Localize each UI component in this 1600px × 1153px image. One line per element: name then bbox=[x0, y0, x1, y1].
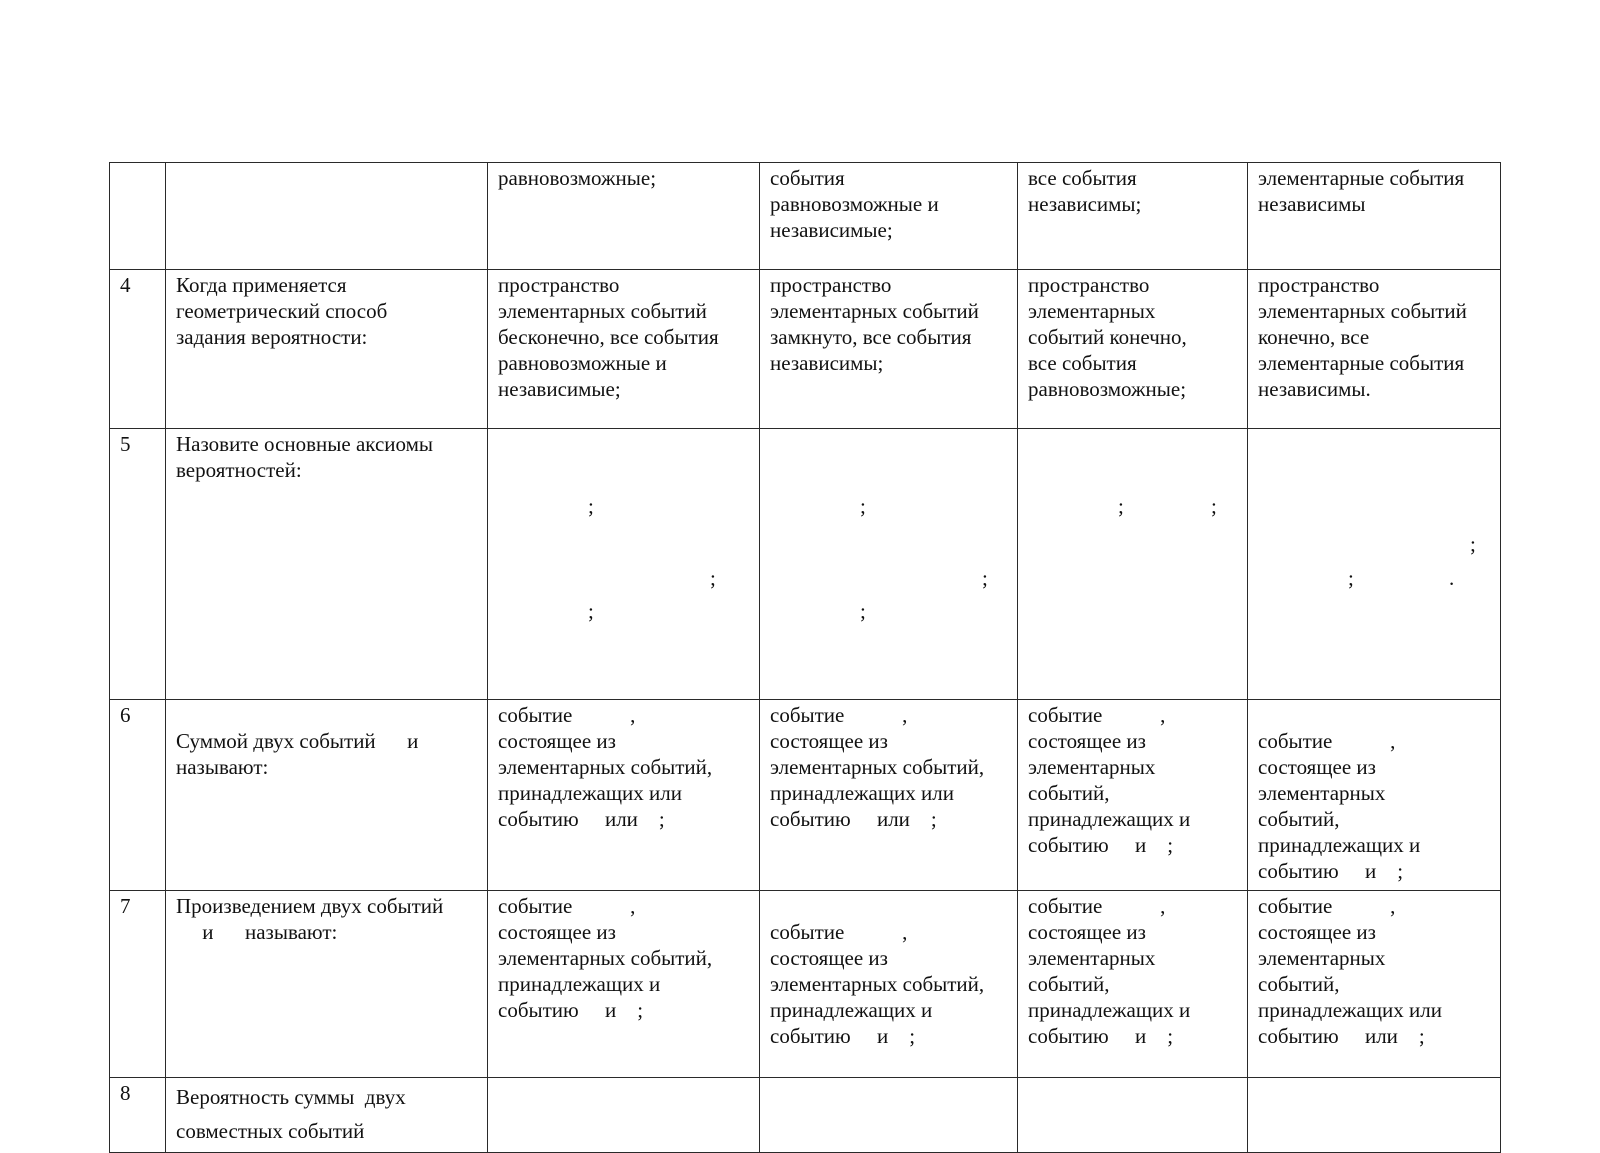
question-text: Когда применяется геометрический способ задания вероятности: bbox=[166, 270, 488, 429]
axiom-punct: . bbox=[1449, 566, 1455, 590]
axiom-punct: ; bbox=[1118, 494, 1124, 518]
question-number: 6 bbox=[110, 700, 166, 891]
answer-option-c: пространство элементарных событий конечно, все события равновозможные; bbox=[1018, 270, 1248, 429]
question-text: Назовите основные аксиомы вероятностей: bbox=[166, 429, 488, 700]
axiom-punct: ; bbox=[588, 494, 594, 518]
axiom-punct: ; bbox=[860, 599, 866, 623]
question-text: Суммой двух событий и называют: bbox=[166, 700, 488, 891]
answer-option-a bbox=[488, 429, 760, 700]
answer-option-c: событие , состоящее из элементарных событий, принадлежащих и событию и ; bbox=[1018, 700, 1248, 891]
table-row bbox=[110, 429, 1501, 700]
axiom-punct: ; bbox=[1211, 494, 1217, 518]
answer-option-a: событие , состоящее из элементарных событий, принадлежащих или событию или ; bbox=[488, 700, 760, 891]
question-number: 8 bbox=[110, 1078, 166, 1153]
axiom-punct: ; bbox=[1470, 532, 1476, 556]
answer-option-c: событие , состоящее из элементарных событий, принадлежащих и событию и ; bbox=[1018, 891, 1248, 1078]
answer-option-c: все события независимы; bbox=[1018, 163, 1248, 270]
answer-option-a bbox=[488, 1078, 760, 1153]
axiom-punct: ; bbox=[710, 566, 716, 590]
answer-option-c bbox=[1018, 429, 1248, 700]
question-text: Произведением двух событий и называют: bbox=[166, 891, 488, 1078]
answer-option-a: равновозможные; bbox=[488, 163, 760, 270]
answer-option-b: событие , состоящее из элементарных событий, принадлежащих или событию или ; bbox=[760, 700, 1018, 891]
question-number: 7 bbox=[110, 891, 166, 1078]
answer-option-d bbox=[1248, 1078, 1501, 1153]
question-number: 5 bbox=[110, 429, 166, 700]
answer-option-a: событие , состоящее из элементарных событий, принадлежащих и событию и ; bbox=[488, 891, 760, 1078]
answer-option-b: событие , состоящее из элементарных событий, принадлежащих и событию и ; bbox=[760, 891, 1018, 1078]
quiz-table bbox=[109, 162, 1501, 1153]
answer-option-b: пространство элементарных событий замкнуто, все события независимы; bbox=[760, 270, 1018, 429]
question-text bbox=[166, 163, 488, 270]
axiom-punct: ; bbox=[982, 566, 988, 590]
question-number: 4 bbox=[110, 270, 166, 429]
table-row bbox=[110, 700, 1501, 891]
answer-option-d: событие , состоящее из элементарных событий, принадлежащих и событию и ; bbox=[1248, 700, 1501, 891]
answer-option-b bbox=[760, 1078, 1018, 1153]
axiom-punct: ; bbox=[860, 494, 866, 518]
answer-option-d: пространство элементарных событий конечно, все элементарные события независимы. bbox=[1248, 270, 1501, 429]
answer-option-a: пространство элементарных событий бесконечно, все события равновозможные и независимые; bbox=[488, 270, 760, 429]
answer-option-d: элементарные события независимы bbox=[1248, 163, 1501, 270]
answer-option-d bbox=[1248, 429, 1501, 700]
axiom-punct: ; bbox=[1348, 566, 1354, 590]
table-row bbox=[110, 163, 1501, 270]
table-row bbox=[110, 270, 1501, 429]
question-number bbox=[110, 163, 166, 270]
answer-option-b: события равновозможные и независимые; bbox=[760, 163, 1018, 270]
answer-option-d: событие , состоящее из элементарных событий, принадлежащих или событию или ; bbox=[1248, 891, 1501, 1078]
question-text: Вероятность суммы двух совместных событий bbox=[166, 1078, 488, 1153]
axiom-punct: ; bbox=[588, 599, 594, 623]
answer-option-c bbox=[1018, 1078, 1248, 1153]
table-row bbox=[110, 891, 1501, 1078]
answer-option-b bbox=[760, 429, 1018, 700]
table-row bbox=[110, 1078, 1501, 1153]
